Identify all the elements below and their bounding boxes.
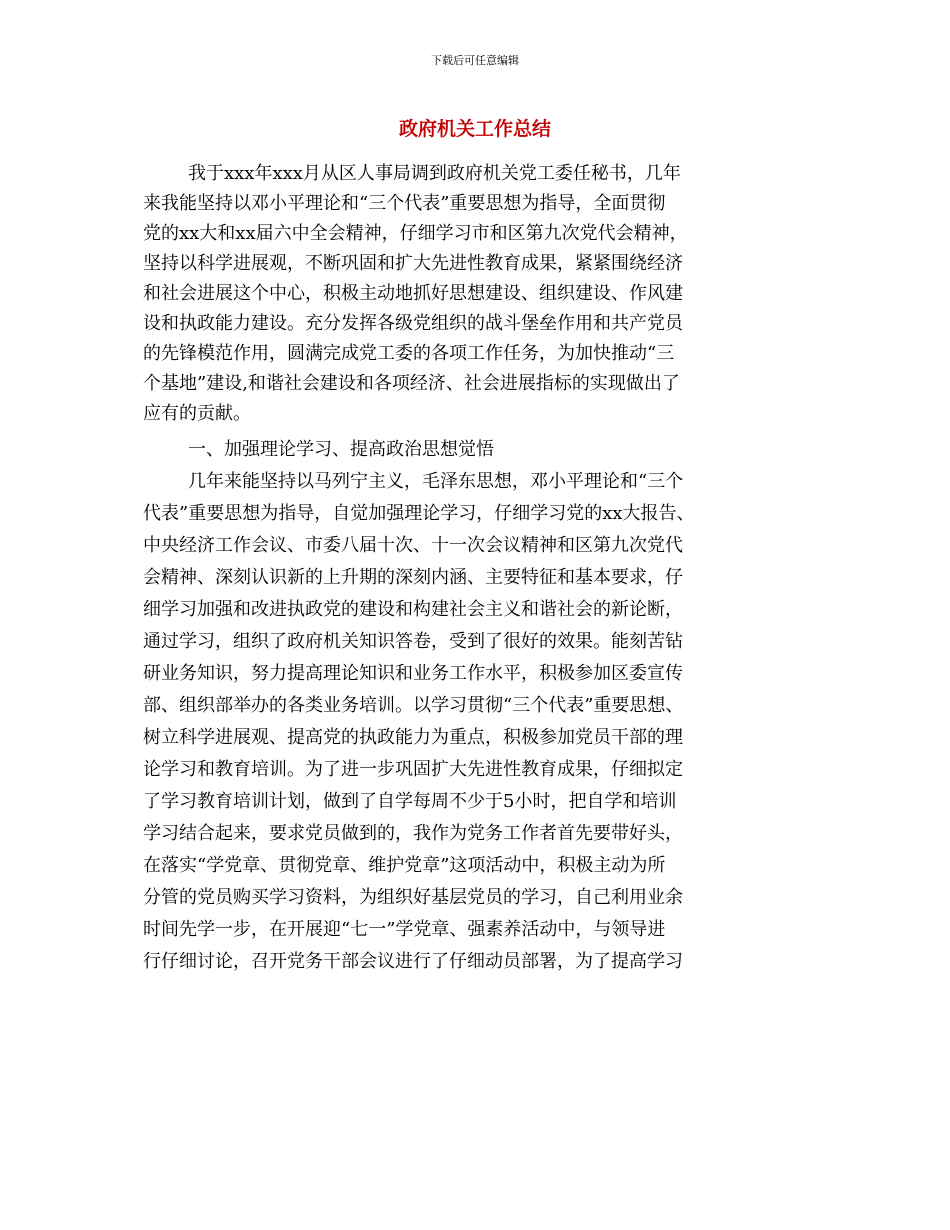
text-line: 党的xx大和xx届六中全会精神，仔细学习市和区第九次党代会精神， xyxy=(143,223,688,244)
text-line: 学习结合起来，要求党员做到的，我作为党务工作者首先要带好头， xyxy=(143,823,683,844)
text-line: 细学习加强和改进执政党的建设和构建社会主义和谐社会的新论断， xyxy=(143,599,683,620)
text-line: 研业务知识，努力提高理论知识和业务工作水平，积极参加区委宣传 xyxy=(143,663,683,684)
text-line: 行仔细讨论，召开党务干部会议进行了仔细动员部署，为了提高学习 xyxy=(143,951,683,972)
section-heading: 一、加强理论学习、提高政治思想觉悟 xyxy=(188,439,494,460)
text-line: 的先锋模范作用，圆满完成党工委的各项工作任务，为加快推动“三 xyxy=(143,343,675,364)
text-line: 设和执政能力建设。充分发挥各级党组织的战斗堡垒作用和共产党员 xyxy=(143,313,683,334)
document-title: 政府机关工作总结 xyxy=(398,118,551,140)
text-line: 通过学习，组织了政府机关知识答卷，受到了很好的效果。能刻苦钻 xyxy=(143,631,683,652)
header-note: 下载后可任意编辑 xyxy=(431,54,519,67)
text-line: 了学习教育培训计划，做到了自学每周不少于5小时，把自学和培训 xyxy=(143,791,677,812)
text-line: 和社会进展这个中心，积极主动地抓好思想建设、组织建设、作风建 xyxy=(143,283,683,304)
text-line: 我于xxx年xxx月从区人事局调到政府机关党工委任秘书，几年 xyxy=(188,163,681,184)
text-line: 树立科学进展观、提高党的执政能力为重点，积极参加党员干部的理 xyxy=(143,727,683,748)
text-line: 时间先学一步，在开展迎“七一”学党章、强素养活动中，与领导进 xyxy=(143,919,666,940)
text-line: 会精神、深刻认识新的上升期的深刻内涵、主要特征和基本要求，仔 xyxy=(143,567,683,588)
text-line: 来我能坚持以邓小平理论和“三个代表”重要思想为指导，全面贯彻 xyxy=(143,193,666,214)
text-line: 在落实“学党章、贯彻党章、维护党章”这项活动中，积极主动为所 xyxy=(143,855,666,876)
text-line: 论学习和教育培训。为了进一步巩固扩大先进性教育成果，仔细拟定 xyxy=(143,759,683,780)
text-line: 个基地”建设,和谐社会建设和各项经济、社会进展指标的实现做出了 xyxy=(143,373,680,394)
text-line: 应有的贡献。 xyxy=(143,403,251,424)
text-line: 几年来能坚持以马列宁主义，毛泽东思想，邓小平理论和“三个 xyxy=(188,471,684,492)
text-line: 中央经济工作会议、市委八届十次、十一次会议精神和区第九次党代 xyxy=(143,535,683,556)
text-line: 部、组织部举办的各类业务培训。以学习贯彻“三个代表”重要思想、 xyxy=(143,695,684,716)
text-line: 代表”重要思想为指导，自觉加强理论学习，仔细学习党的xx大报告、 xyxy=(143,503,695,524)
text-line: 分管的党员购买学习资料，为组织好基层党员的学习，自己利用业余 xyxy=(143,887,683,908)
text-line: 坚持以科学进展观，不断巩固和扩大先进性教育成果，紧紧围绕经济 xyxy=(143,253,683,274)
